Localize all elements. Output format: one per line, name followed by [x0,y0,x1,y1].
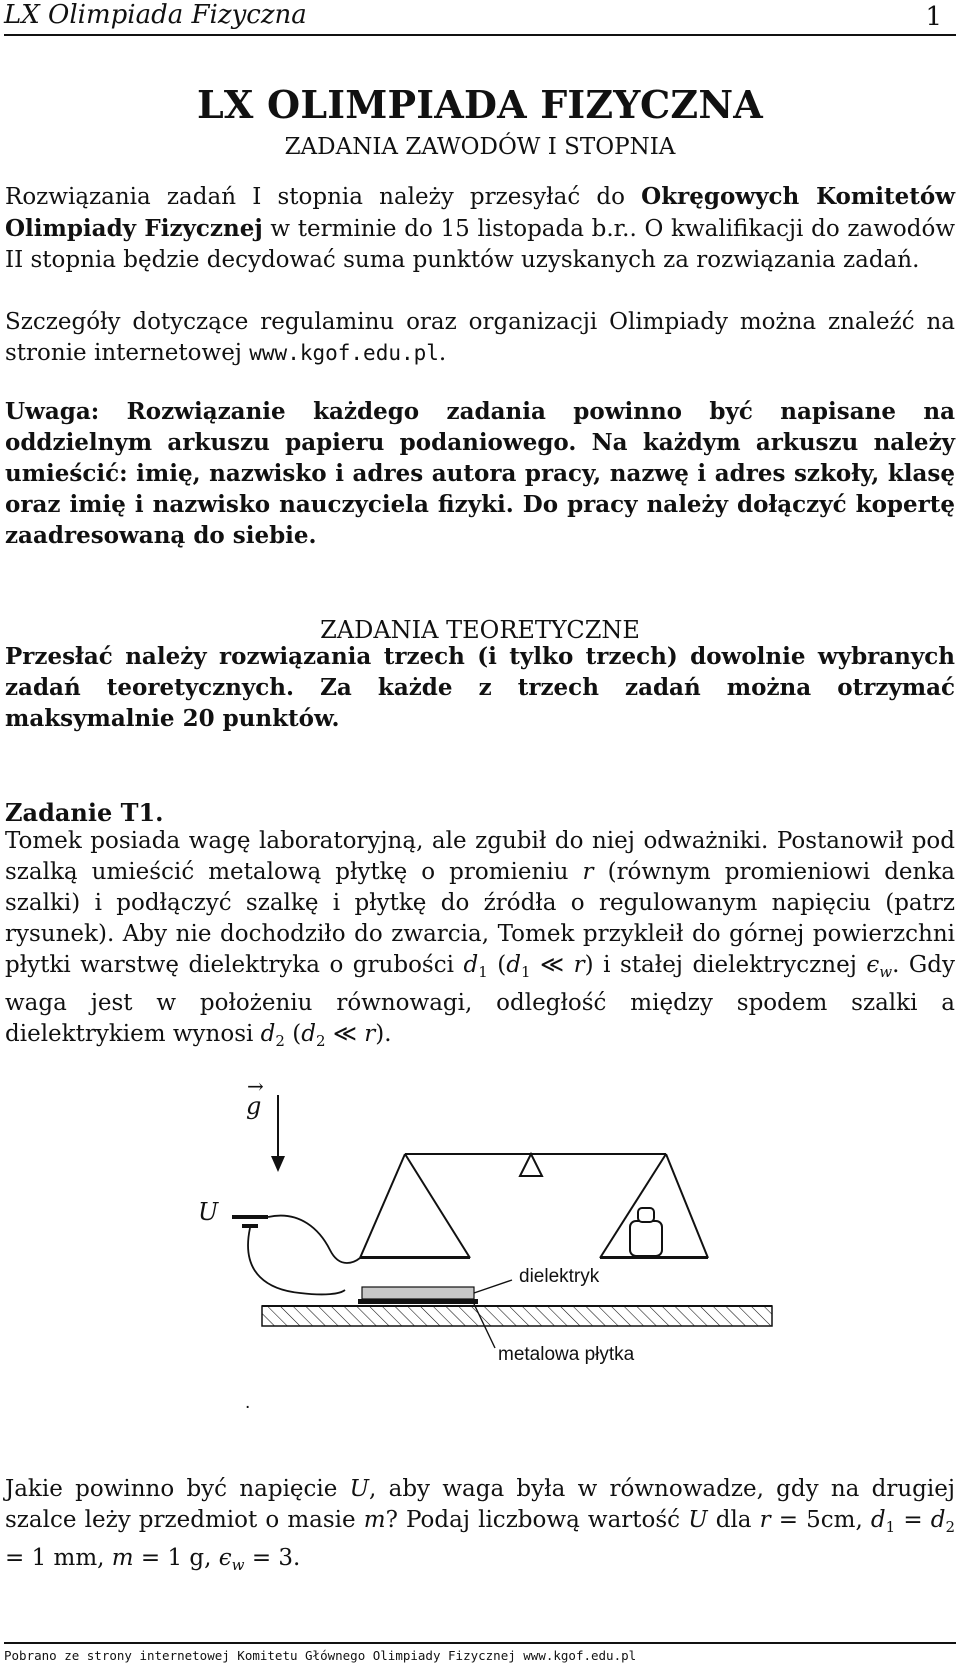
website-link[interactable]: www.kgof.edu.pl [249,341,439,365]
task-text: ≪ [325,1021,365,1047]
task-text: ) i stałej dielektrycznej [584,952,867,978]
question-text: Jakie powinno być napięcie [5,1476,350,1502]
wire-to-pan [268,1216,360,1263]
metal-plate [358,1299,478,1304]
intro-paragraph-2 [5,307,955,369]
question-text: , aby waga była w równowadze, gdy na drugiej szalce leży przedmiot o masie [5,1476,955,1533]
page-number: 1 [925,2,942,32]
var-d2: $d_2$ [930,1507,956,1536]
task-text: ( [284,1021,302,1047]
var-d1: $d_1$ [870,1507,896,1536]
intro-period: . [438,340,447,366]
var-m: m [363,1507,386,1533]
left-pan-string [360,1154,405,1258]
intro-text-2: w terminie do 15 listopada b.r.. O kwalifikacji do zawodów II stopnia będzie decydować suma punktów uzyskanych za rozwiązania zadań. [5,216,956,273]
task-text: Tomek posiada wagę laboratoryjną, ale zgubił do niej odważniki. Postanowił pod szalką umieścić metalową płytkę o promieniu [5,828,955,885]
label-metal-plate: metalowa płytka [498,1344,635,1365]
question-text: = [895,1507,931,1533]
committee-name: Okręgowych Komitetów Olimpiady Fizycznej [5,183,955,242]
question-text: = 5cm, [770,1507,871,1533]
var-r: r [582,859,594,885]
task-text: ). [375,1021,392,1047]
var-eps: $\epsilon_w$ [218,1545,245,1574]
running-title: LX Olimpiada Fizyczna [4,0,307,30]
right-pan-string [666,1154,708,1258]
footer-source: Pobrano ze strony internetowej Komitetu Głównego Olimpiady Fizycznej www.kgof.edu.pl [4,1648,637,1663]
header-rule [4,34,956,36]
stray-dot: . [245,1392,251,1413]
table-surface [262,1306,772,1326]
var-U: U [688,1507,708,1533]
balance-pivot [520,1154,542,1176]
question-text: = 1 mm, [5,1545,112,1571]
dielectric-layer [362,1287,474,1299]
label-dielectric: dielektryk [519,1266,600,1287]
left-pan [360,1256,470,1259]
task-text: (równym promieniowi denka szalki) i podłączyć szalkę i płytkę do źródła o regulowanym napięciu (patrz rysunek). Aby nie dochodziło do zwarcia, Tomek przykleił do górnej powierzchni płytki warstwę dielektryka o grubości [5,859,955,978]
page-subtitle: ZADANIA ZAWODÓW I STOPNIA [284,134,676,160]
var-d2: $d_2$ [260,1021,285,1050]
task-text: . Gdy waga jest w położeniu równowagi, odległość między spodem szalki a dielektrykiem wynosi [5,952,955,1047]
var-U: U [349,1476,370,1502]
gravity-arrowhead [271,1156,285,1172]
var-d1: $d_1$ [463,952,488,981]
balance-diagram [0,1074,960,1430]
footer-rule [4,1642,956,1644]
intro-text-3: Szczegóły dotyczące regulaminu oraz organizacji Olimpiady można znaleźć na stronie internetowej [5,309,955,366]
var-r: r [364,1021,376,1047]
dielectric-leader [474,1280,512,1293]
intro-text: Rozwiązania zadań I stopnia należy przesyłać do [5,184,642,210]
left-pan-string [405,1154,470,1258]
task-text: ≪ [530,952,574,978]
var-r: r [759,1507,771,1533]
battery-plate-long [232,1215,268,1219]
notice-paragraph: Uwaga: Rozwiązanie każdego zadania powinno być napisane na oddzielnym arkuszu papieru podaniowego. Na każdym arkuszu należy umieścić: imię, nazwisko i adres autora pracy, nazwę i adres szkoły, klasę oraz imię i nazwisko nauczyciela fizyki. Do pracy należy dołączyć kopertę zaadresowaną do siebie. [5,398,955,549]
intro-paragraph-1 [5,181,955,276]
balance-figure [0,1074,960,1430]
question-text: = 1 g, [133,1545,219,1571]
section-heading: ZADANIA TEORETYCZNE [320,616,640,644]
task-question [5,1474,955,1581]
weight-knob [638,1208,654,1222]
battery-plate-short [242,1224,258,1228]
question-text: = 3. [244,1545,301,1571]
task-description [5,826,955,1057]
label-g: → g [246,1074,264,1120]
var-eps: $\epsilon_w$ [866,952,893,981]
var-d2: $d_2$ [301,1021,326,1050]
section-note: Przesłać należy rozwiązania trzech (i tylko trzech) dowolnie wybranych zadań teoretycznych. Za każde z trzech zadań można otrzymać maksymalnie 20 punktów. [5,643,955,732]
page-title: LX OLIMPIADA FIZYCZNA [197,82,763,127]
question-text: ? Podaj liczbową wartość [385,1507,689,1533]
wire-to-plate [248,1228,345,1294]
var-r: r [573,952,585,978]
var-d1: $d_1$ [506,952,531,981]
var-m: m [111,1545,134,1571]
weight-body [630,1221,662,1256]
label-U: U [198,1198,219,1226]
task-heading: Zadanie T1. [5,798,164,827]
question-text: dla [707,1507,760,1533]
task-text: ( [487,952,507,978]
